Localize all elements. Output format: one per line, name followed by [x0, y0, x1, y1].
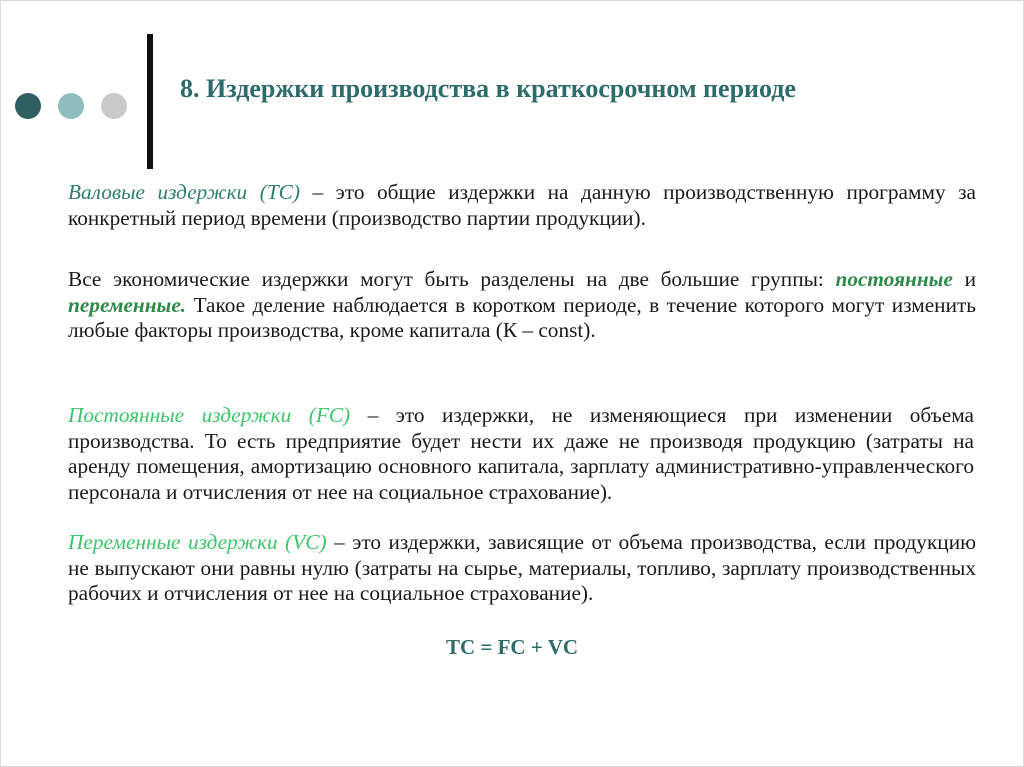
paragraph-total-costs	[68, 180, 976, 231]
paragraph-cost-groups-text-b: и	[952, 267, 976, 291]
dot-light-icon	[101, 93, 127, 119]
term-fixed: постоянные	[835, 267, 953, 291]
paragraph-variable-costs-text: – это издержки, зависящие от объема производства, если продукцию не выпускают они равны нулю (затраты на сырье, материалы, топливо, зарплату производственных рабочих и отчисления от нее на социальное страхование).	[68, 530, 976, 605]
paragraph-variable-costs	[68, 530, 976, 607]
paragraph-cost-groups	[68, 267, 976, 344]
term-fixed-costs: Постоянные издержки (FC)	[68, 403, 351, 427]
term-variable-costs: Переменные издержки (VC)	[68, 530, 327, 554]
dot-dark-icon	[15, 93, 41, 119]
term-variable: переменные.	[68, 292, 187, 317]
paragraph-fixed-costs	[68, 403, 974, 505]
paragraph-fixed-costs-text: – это издержки, не изменяющиеся при изменении объема производства. То есть предприятие будет нести их даже не производя продукцию (затраты на аренду помещения, амортизацию основного капитала, зарплату административно-управленческого персонала и отчисления от нее на социальное страхование).	[68, 403, 974, 504]
dot-mid-icon	[58, 93, 84, 119]
title-divider	[147, 34, 153, 169]
paragraph-cost-groups-text-c: Такое деление наблюдается в коротком периоде, в течение которого могут изменить любые факторы производства, кроме капитала (К – const).	[68, 292, 976, 342]
cost-formula: TC = FC + VC	[445, 635, 579, 659]
paragraph-cost-groups-text-a: Все экономические издержки могут быть разделены на две большие группы:	[68, 267, 836, 291]
slide-title: 8. Издержки производства в краткосрочном периоде	[180, 74, 796, 103]
paragraph-total-costs-text: – это общие издержки на данную производственную программу за конкретный период времени (производство партии продукции).	[68, 180, 976, 230]
term-total-costs: Валовые издержки (TC)	[68, 180, 300, 204]
